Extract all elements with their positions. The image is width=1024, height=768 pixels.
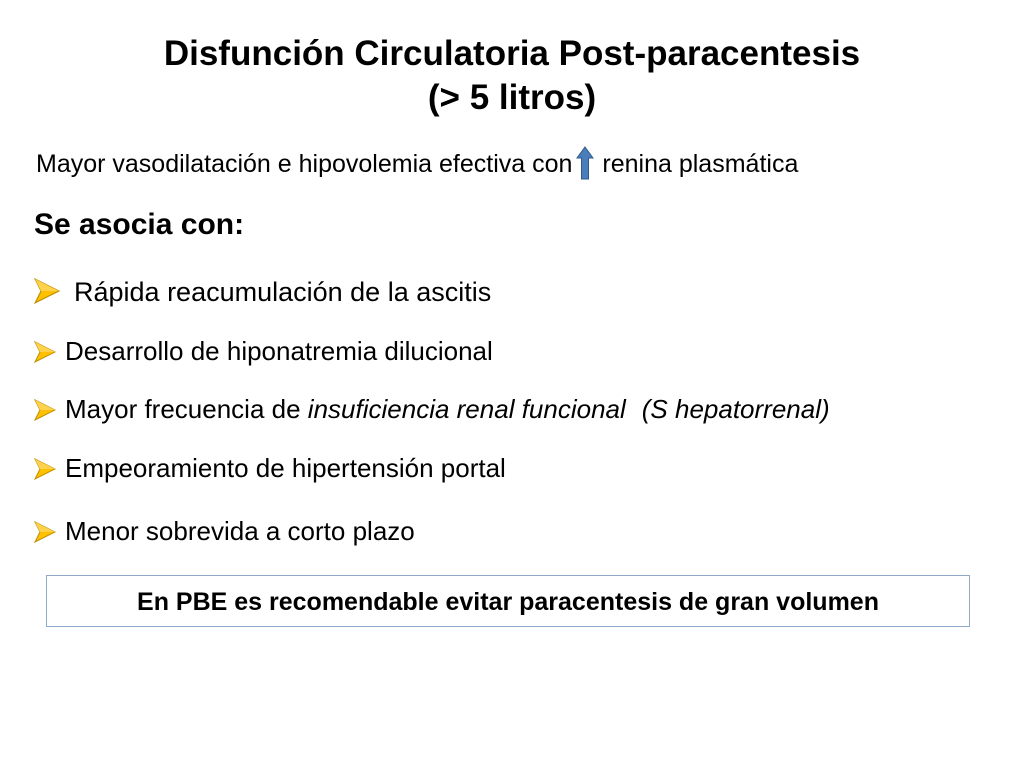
subtitle-text-after: renina plasmática xyxy=(602,150,799,178)
subtitle-text-before: Mayor vasodilatación e hipovolemia efectiva con xyxy=(36,150,573,178)
arrowhead-bullet-icon xyxy=(34,454,56,476)
bullet-text: Mayor frecuencia de xyxy=(65,394,308,424)
bullet-text: Empeoramiento de hipertensión portal xyxy=(65,453,506,483)
arrowhead-bullet-icon xyxy=(34,395,56,417)
title-line-1: Disfunción Circulatoria Post-paracentesis xyxy=(163,34,861,73)
bullet-text: Desarrollo de hiponatremia dilucional xyxy=(65,336,493,366)
callout-box: En PBE es recomendable evitar paracentesis de gran volumen xyxy=(46,575,970,627)
arrowhead-bullet-icon xyxy=(34,517,56,539)
list-item xyxy=(34,392,830,426)
title-line-2: (> 5 litros) xyxy=(427,78,597,117)
up-arrow-icon xyxy=(576,146,594,180)
slide-title xyxy=(0,32,1024,120)
list-item xyxy=(34,334,493,368)
list-item xyxy=(34,451,506,485)
arrowhead-bullet-icon xyxy=(34,337,56,359)
bullet-italic-text: insuficiencia renal funcional xyxy=(307,394,626,424)
list-item xyxy=(34,275,491,309)
list-item xyxy=(34,514,415,548)
section-heading: Se asocia con: xyxy=(34,208,245,241)
bullet-text: Rápida reacumulación de la ascitis xyxy=(74,277,492,307)
bullet-italic-text-2: (S hepatorrenal) xyxy=(641,394,830,424)
arrowhead-bullet-icon xyxy=(34,278,60,304)
bullet-text: Menor sobrevida a corto plazo xyxy=(65,516,415,546)
subtitle xyxy=(36,146,798,181)
